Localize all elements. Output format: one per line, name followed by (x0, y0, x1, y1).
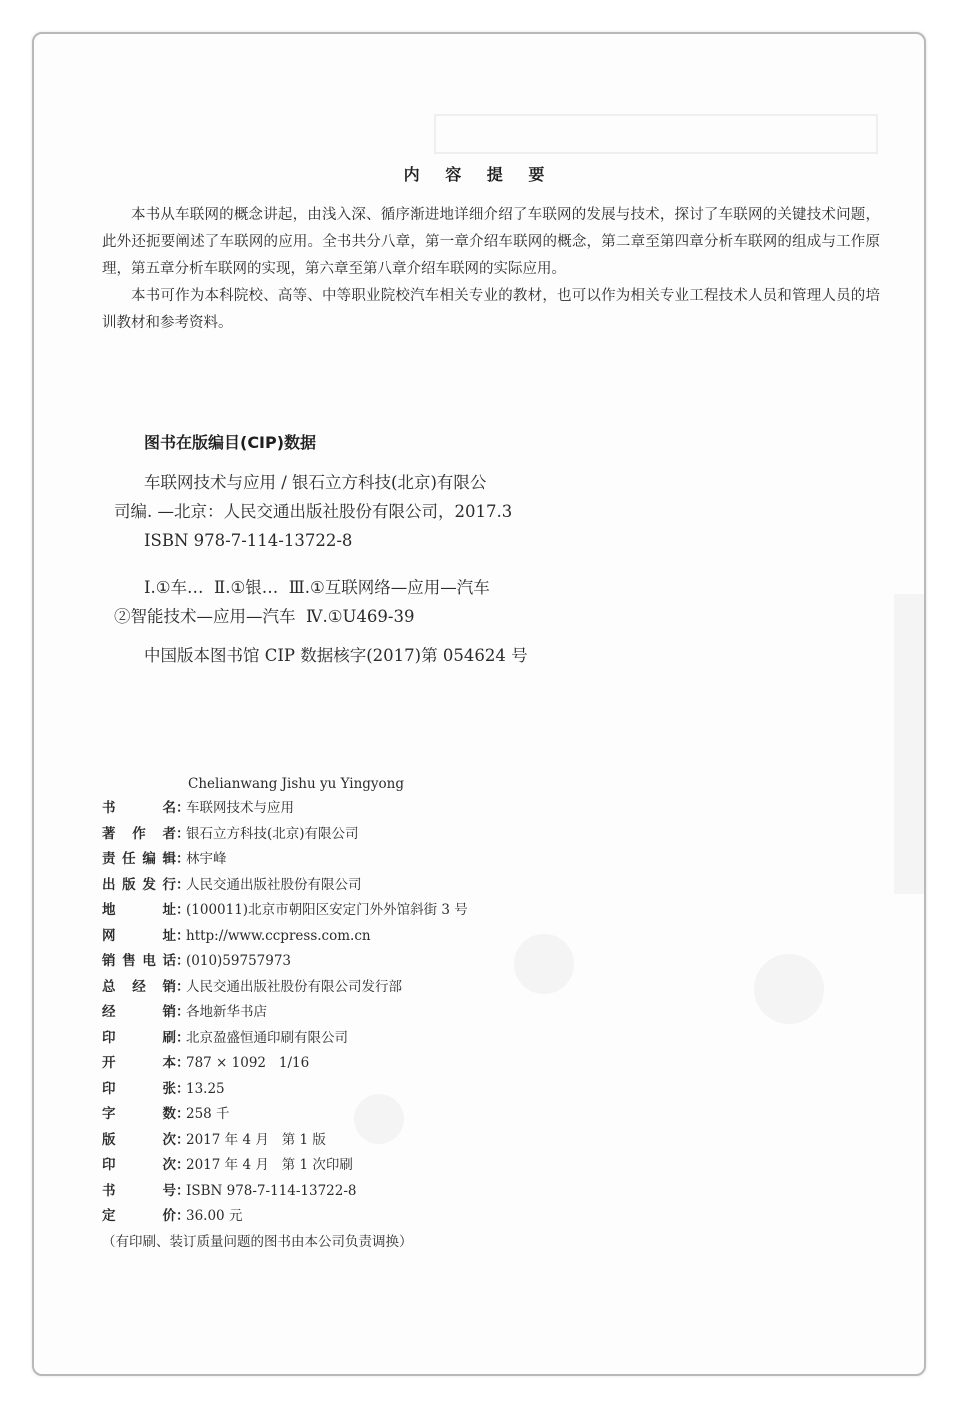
colophon-value: 2017 年 4 月 第 1 版 (186, 1131, 326, 1148)
colophon-value: 258 千 (186, 1106, 230, 1122)
colophon-colon: ： (176, 851, 190, 867)
colophon-row (102, 1179, 562, 1205)
colophon-value: http://www.ccpress.com.cn (186, 927, 371, 944)
colophon-label: 书号 (102, 1182, 176, 1199)
colophon-row (102, 1026, 562, 1052)
colophon-label: 开本 (102, 1055, 176, 1071)
colophon-row (102, 924, 562, 950)
colophon-row (102, 898, 562, 924)
colophon-label: 出版发行 (102, 876, 176, 893)
colophon-value: (100011)北京市朝阳区安定门外外馆斜街 3 号 (186, 902, 468, 918)
abstract-section (102, 202, 880, 337)
colophon-value: 车联网技术与应用 (186, 800, 294, 816)
colophon-row (102, 949, 562, 975)
colophon-value: 林宇峰 (186, 851, 227, 867)
abstract-paragraph: 本书从车联网的概念讲起，由浅入深、循序渐进地详细介绍了车联网的发展与技术，探讨了车联网的关键技术问题，此外还扼要阐述了车联网的应用。全书共分八章，第一章介绍车联网的概念，第二章至第四章分析车联网的组成与工作原理，第五章分析车联网的实现，第六章至第八章介绍车联网的实际应用。 (102, 207, 880, 277)
colophon (102, 772, 562, 1255)
colophon-label: 销售电话 (102, 953, 176, 969)
document-page (32, 32, 926, 1376)
colophon-value: 各地新华书店 (186, 1004, 267, 1020)
colophon-colon: ： (176, 1055, 190, 1071)
cip-record-number: 中国版本图书馆 CIP 数据核字(2017)第 054624 号 (144, 646, 528, 665)
cip-isbn: ISBN 978-7-114-13722-8 (144, 531, 353, 550)
colophon-label: 印张 (102, 1080, 176, 1097)
colophon-label: 版次 (102, 1131, 176, 1148)
colophon-colon: ： (176, 1080, 190, 1097)
colophon-colon: ： (176, 1208, 190, 1224)
colophon-row (102, 1000, 562, 1026)
abstract-paragraph: 本书可作为本科院校、高等、中等职业院校汽车相关专业的教材，也可以作为相关专业工程技术人员和管理人员的培训教材和参考资料。 (102, 288, 880, 331)
cip-classification-line: ②智能技术—应用—汽车 Ⅳ.①U469-39 (114, 607, 415, 626)
cip-data-block (114, 468, 614, 670)
cip-title: 图书在版编目(CIP)数据 (144, 433, 317, 452)
colophon-label: 著作者 (102, 825, 176, 842)
colophon-row (102, 1051, 562, 1077)
colophon-colon: ： (176, 825, 190, 842)
colophon-colon: ： (176, 978, 190, 995)
abstract-heading: 内 容 提 要 (403, 165, 555, 184)
colophon-row (102, 796, 562, 822)
colophon-value: 2017 年 4 月 第 1 次印刷 (186, 1157, 353, 1173)
colophon-row (102, 1204, 562, 1230)
colophon-row (102, 873, 562, 899)
colophon-value: 787 × 1092 1/16 (186, 1055, 310, 1071)
colophon-colon: ： (176, 927, 190, 944)
colophon-label: 印刷 (102, 1029, 176, 1046)
colophon-label: 责任编辑 (102, 851, 176, 867)
colophon-label: 地址 (102, 902, 176, 918)
quality-notice: （有印刷、装订质量问题的图书由本公司负责调换） (102, 1233, 413, 1250)
pinyin-title: Chelianwang Jishu yu Yingyong (188, 776, 404, 792)
colophon-row (102, 1128, 562, 1154)
cip-classification-line: Ⅰ.①车… Ⅱ.①银… Ⅲ.①互联网络—应用—汽车 (144, 578, 490, 597)
colophon-colon: ： (176, 800, 190, 816)
colophon-value: 36.00 元 (186, 1208, 243, 1224)
colophon-row (102, 1153, 562, 1179)
colophon-rows (102, 796, 562, 1230)
colophon-label: 印次 (102, 1157, 176, 1173)
colophon-row (102, 1077, 562, 1103)
colophon-value: 人民交通出版社股份有限公司 (186, 876, 362, 893)
colophon-value: 13.25 (186, 1080, 225, 1097)
colophon-colon: ： (176, 953, 190, 969)
colophon-colon: ： (176, 1029, 190, 1046)
colophon-colon: ： (176, 1106, 190, 1122)
colophon-colon: ： (176, 1004, 190, 1020)
colophon-label: 经销 (102, 1004, 176, 1020)
colophon-value: (010)59757973 (186, 953, 292, 969)
colophon-value: 银石立方科技(北京)有限公司 (186, 825, 359, 842)
colophon-label: 总经销 (102, 978, 176, 995)
colophon-label: 书名 (102, 800, 176, 816)
cip-catalog-line: 司编. —北京：人民交通出版社股份有限公司，2017.3 (114, 502, 513, 521)
cip-catalog-line: 车联网技术与应用 / 银石立方科技(北京)有限公 (144, 473, 487, 492)
colophon-value: 人民交通出版社股份有限公司发行部 (186, 978, 402, 995)
colophon-colon: ： (176, 1182, 190, 1199)
colophon-label: 字数 (102, 1106, 176, 1122)
colophon-value: ISBN 978-7-114-13722-8 (186, 1182, 357, 1199)
colophon-row (102, 975, 562, 1001)
colophon-value: 北京盈盛恒通印刷有限公司 (186, 1029, 348, 1046)
colophon-row (102, 1102, 562, 1128)
colophon-colon: ： (176, 1157, 190, 1173)
colophon-row (102, 847, 562, 873)
colophon-label: 定价 (102, 1208, 176, 1224)
colophon-row (102, 822, 562, 848)
colophon-colon: ： (176, 1131, 190, 1148)
colophon-colon: ： (176, 876, 190, 893)
colophon-label: 网址 (102, 927, 176, 944)
colophon-colon: ： (176, 902, 190, 918)
